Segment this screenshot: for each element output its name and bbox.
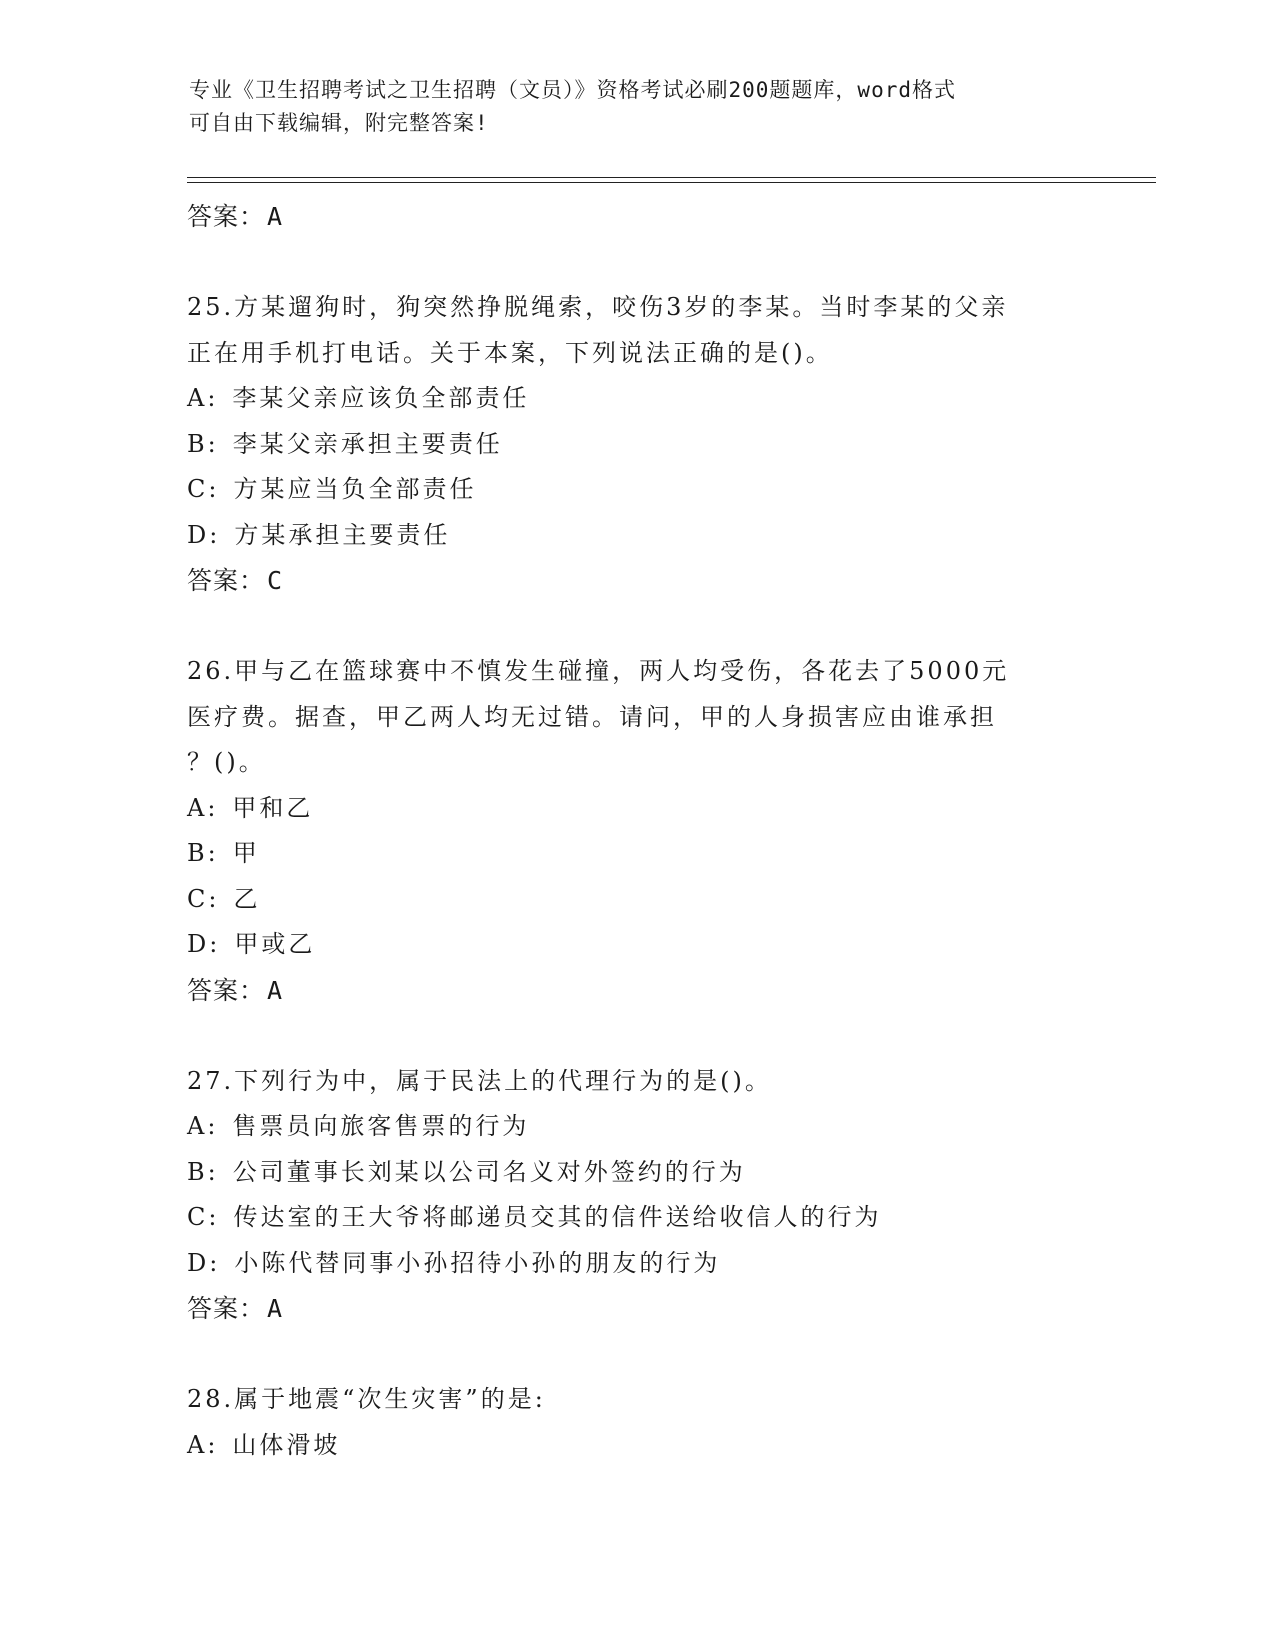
answer-label: 答案： — [187, 202, 266, 231]
option-text: 方某承担主要责任 — [234, 520, 451, 549]
spacer — [187, 240, 1147, 286]
question-list — [187, 194, 1147, 1468]
answer-value: A — [267, 975, 284, 1005]
document-header — [189, 74, 1089, 140]
question-block — [187, 1377, 1147, 1468]
answer-value: A — [267, 202, 284, 231]
option-key: A: — [187, 1430, 219, 1459]
option-line — [187, 786, 1147, 832]
answer-value: C — [267, 566, 284, 595]
option-key: B: — [187, 1157, 219, 1186]
question-text-line: 27.下列行为中，属于民法上的代理行为的是()。 — [187, 1066, 772, 1095]
spacer — [187, 1013, 1147, 1059]
option-key: D: — [187, 930, 221, 958]
header-line-2: 可自由下载编辑，附完整答案! — [189, 111, 489, 135]
option-text: 售票员向旅客售票的行为 — [232, 1112, 530, 1140]
question-text-line: 25.方某遛狗时，狗突然挣脱绳索，咬伤3岁的李某。当时李某的父亲 — [187, 293, 1009, 321]
answer-line — [187, 1286, 1147, 1332]
question-text-line: 医疗费。据查，甲乙两人均无过错。请问，甲的人身损害应由谁承担 — [187, 702, 997, 731]
option-line — [187, 877, 1147, 923]
option-text: 方某应当负全部责任 — [233, 475, 477, 503]
option-line — [187, 1241, 1147, 1287]
answer-label: 答案： — [187, 1294, 266, 1323]
option-line — [187, 467, 1147, 513]
option-text: 甲和乙 — [232, 793, 314, 822]
option-text: 传达室的王大爷将邮递员交其的信件送给收信人的行为 — [233, 1203, 882, 1231]
option-line — [187, 1195, 1147, 1241]
question-text-line: 正在用手机打电话。关于本案，下列说法正确的是()。 — [187, 338, 833, 367]
question-block — [187, 285, 1147, 604]
header-rule-bottom — [187, 182, 1156, 183]
option-line — [187, 1423, 1147, 1469]
answer-value: A — [267, 1294, 284, 1323]
question-text-line: ？()。 — [187, 748, 266, 776]
option-key: C: — [187, 1203, 220, 1231]
question-block — [187, 1059, 1147, 1332]
option-key: C: — [187, 475, 220, 503]
header-rule-top — [187, 177, 1156, 178]
answer-line — [187, 968, 1147, 1014]
option-key: B: — [187, 839, 219, 867]
option-line — [187, 422, 1147, 468]
option-key: A: — [187, 384, 219, 412]
option-key: D: — [187, 1248, 221, 1277]
answer-label: 答案： — [187, 975, 266, 1005]
option-text: 公司董事长刘某以公司名义对外签约的行为 — [232, 1157, 746, 1186]
question-text-line: 26.甲与乙在篮球赛中不慎发生碰撞，两人均受伤，各花去了5000元 — [187, 657, 1010, 685]
option-key: A: — [187, 1112, 219, 1140]
option-line — [187, 376, 1147, 422]
option-key: C: — [187, 884, 220, 913]
option-line — [187, 831, 1147, 877]
question-block — [187, 649, 1147, 1013]
option-text: 小陈代替同事小孙招待小孙的朋友的行为 — [234, 1248, 721, 1277]
header-line-1: 专业《卫生招聘考试之卫生招聘（文员）》资格考试必刷200题题库，word格式 — [189, 78, 956, 102]
option-line — [187, 1150, 1147, 1196]
option-line — [187, 922, 1147, 968]
option-text: 甲或乙 — [234, 930, 316, 958]
option-text: 李某父亲承担主要责任 — [232, 429, 503, 458]
option-line — [187, 1104, 1147, 1150]
answer-line — [187, 558, 1147, 604]
spacer — [187, 604, 1147, 650]
spacer — [187, 1332, 1147, 1378]
answer-label: 答案： — [187, 566, 266, 595]
option-key: B: — [187, 429, 219, 458]
option-text: 山体滑坡 — [232, 1430, 341, 1459]
option-line — [187, 513, 1147, 559]
option-text: 甲 — [232, 839, 260, 867]
option-text: 李某父亲应该负全部责任 — [232, 384, 530, 412]
option-text: 乙 — [233, 884, 261, 913]
question-text-line: 28.属于地震“次生灾害”的是: — [187, 1385, 546, 1413]
answer-line — [187, 194, 1147, 240]
option-key: A: — [187, 793, 219, 822]
option-key: D: — [187, 520, 221, 549]
